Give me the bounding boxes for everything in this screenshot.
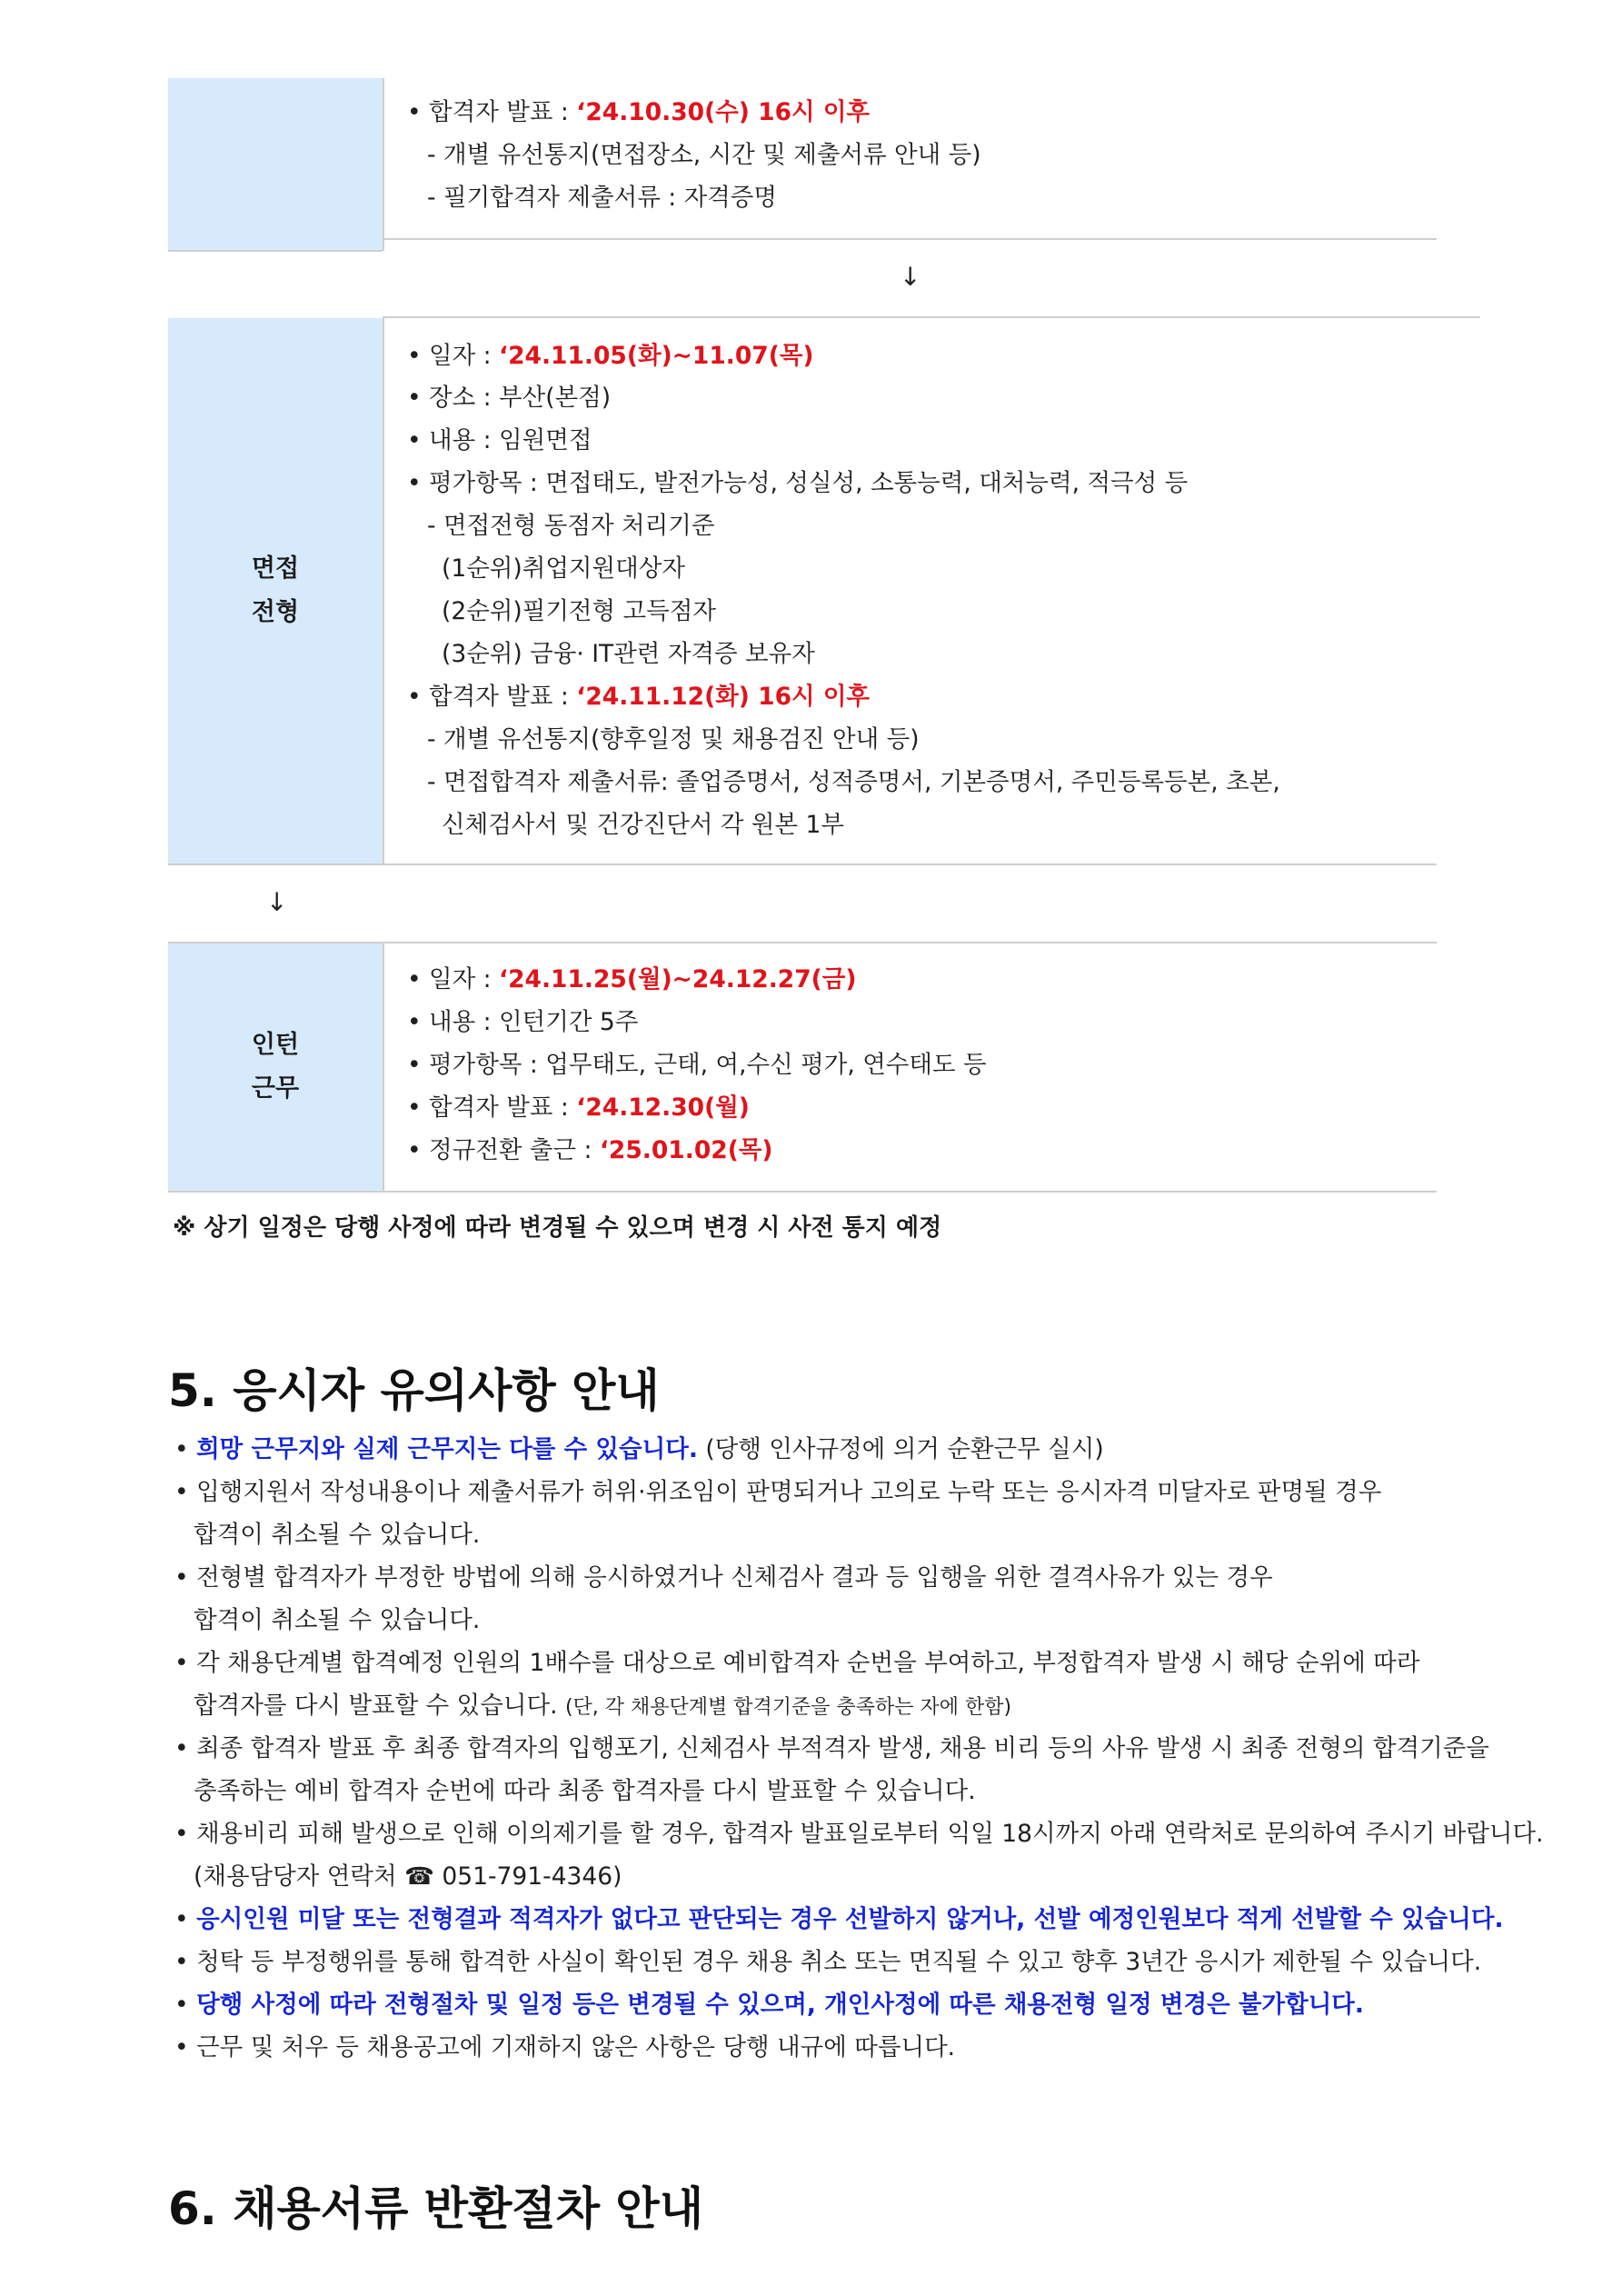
row-divider bbox=[383, 316, 1480, 318]
intern-criteria: • 평가항목 : 업무태도, 근태, 여,수신 평가, 연수태도 등 bbox=[407, 1051, 987, 1079]
interview-label-cell bbox=[168, 318, 383, 863]
row-divider bbox=[383, 238, 1437, 240]
written-result-documents: - 필기합격자 제출서류 : 자격증명 bbox=[427, 184, 777, 212]
schedule-change-note: ※ 상기 일정은 당행 사정에 따라 변경될 수 있으며 변경 시 사전 통지 예정 bbox=[173, 1214, 942, 1242]
notice-item-cont: 충족하는 예비 합격자 순번에 따라 최종 합격자를 다시 발표할 수 있습니다. bbox=[194, 1777, 976, 1805]
contact-phone: (채용담당자 연락처 ☎ 051-791-4346) bbox=[194, 1862, 622, 1891]
written-result-announce: • 합격자 발표 : ‘24.10.30(수) 16시 이후 bbox=[407, 98, 871, 126]
interview-tie-rank-3: (3순위) 금융· IT관련 자격증 보유자 bbox=[442, 640, 815, 668]
notice-item: • 청탁 등 부정행위를 통해 합격한 사실이 확인된 경우 채용 취소 또는 면직될 수 있고 향후 3년간 응시가 제한될 수 있습니다. bbox=[174, 1948, 1482, 1976]
interview-tie-rank-2: (2순위)필기전형 고득점자 bbox=[442, 597, 716, 625]
column-divider bbox=[383, 943, 384, 1191]
row-divider bbox=[168, 1191, 1437, 1193]
interview-tie-rank-1: (1순위)취업지원대상자 bbox=[442, 554, 685, 583]
notice-item-cont: 합격자를 다시 발표할 수 있습니다. (단, 각 채용단계별 합격기준을 충족하는 자에 한함) bbox=[194, 1692, 1012, 1720]
written-result-notice: - 개별 유선통지(면접장소, 시간 및 제출서류 안내 등) bbox=[427, 141, 981, 169]
interview-documents-cont: 신체검사서 및 건강진단서 각 원본 1부 bbox=[442, 811, 844, 839]
intern-content: • 내용 : 인턴기간 5주 bbox=[407, 1008, 639, 1036]
column-divider bbox=[383, 78, 384, 251]
written-label-cell bbox=[168, 78, 383, 251]
intern-permanent-start: • 정규전환 출근 : ‘25.01.02(목) bbox=[407, 1136, 773, 1164]
row-divider bbox=[168, 250, 383, 252]
notice-item: • 채용비리 피해 발생으로 인해 이의제기를 할 경우, 합격자 발표일로부터 익일 18시까지 아래 연락처로 문의하여 주시기 바랍니다. bbox=[174, 1820, 1544, 1848]
intern-label-line1: 인턴 bbox=[251, 1031, 300, 1059]
interview-tie-rule: - 면접전형 동점자 처리기준 bbox=[427, 512, 715, 540]
intern-label-cell bbox=[168, 943, 383, 1191]
notice-item-cont: 합격이 취소될 수 있습니다. bbox=[194, 1521, 481, 1549]
interview-date: • 일자 : ‘24.11.05(화)~11.07(목) bbox=[407, 342, 814, 370]
notice-item-cont: 합격이 취소될 수 있습니다. bbox=[194, 1606, 481, 1634]
flow-arrow-down-icon: ↓ bbox=[900, 262, 921, 292]
intern-result-announce: • 합격자 발표 : ‘24.12.30(월) bbox=[407, 1093, 750, 1122]
row-divider bbox=[168, 863, 1437, 865]
notice-item: • 최종 합격자 발표 후 최종 합격자의 입행포기, 신체검사 부적격자 발생, 채용 비리 등의 사유 발생 시 최종 전형의 합격기준을 bbox=[174, 1734, 1489, 1762]
notice-item: • 근무 및 처우 등 채용공고에 기재하지 않은 사항은 당행 내규에 따릅니다. bbox=[174, 2033, 956, 2061]
interview-criteria: • 평가항목 : 면접태도, 발전가능성, 성실성, 소통능력, 대처능력, 적극성 등 bbox=[407, 469, 1189, 497]
notice-item: • 희망 근무지와 실제 근무지는 다를 수 있습니다. (당행 인사규정에 의거 순환근무 실시) bbox=[174, 1435, 1104, 1463]
interview-content: • 내용 : 임원면접 bbox=[407, 426, 592, 454]
notice-item: • 각 채용단계별 합격예정 인원의 1배수를 대상으로 예비합격자 순번을 부여하고, 부정합격자 발생 시 해당 순위에 따라 bbox=[174, 1649, 1420, 1677]
interview-label-line2: 전형 bbox=[251, 598, 300, 626]
interview-result-notice: - 개별 유선통지(향후일정 및 채용검진 안내 등) bbox=[427, 725, 920, 754]
interview-label-line1: 면접 bbox=[251, 554, 300, 583]
notice-item: • 당행 사정에 따라 전형절차 및 일정 등은 변경될 수 있으며, 개인사정에 따른 채용전형 일정 변경은 불가합니다. bbox=[174, 1991, 1364, 2019]
notice-item: • 입행지원서 작성내용이나 제출서류가 허위·위조임이 판명되거나 고의로 누락 또는 응시자격 미달자로 판명될 경우 bbox=[174, 1478, 1382, 1506]
flow-arrow-down-icon: ↓ bbox=[266, 887, 288, 917]
intern-date: • 일자 : ‘24.11.25(월)~24.12.27(금) bbox=[407, 965, 857, 993]
interview-place: • 장소 : 부산(본점) bbox=[407, 384, 612, 412]
column-divider bbox=[383, 318, 384, 863]
intern-label-line2: 근무 bbox=[251, 1074, 300, 1103]
interview-result-announce: • 합격자 발표 : ‘24.11.12(화) 16시 이후 bbox=[407, 683, 871, 711]
section6-title: 6. 채용서류 반환절차 안내 bbox=[168, 2182, 704, 2235]
interview-documents: - 면접합격자 제출서류: 졸업증명서, 성적증명서, 기본증명서, 주민등록등본, 초본, bbox=[427, 768, 1280, 796]
section5-title: 5. 응시자 유의사항 안내 bbox=[168, 1364, 660, 1417]
notice-item: • 응시인원 미달 또는 전형결과 적격자가 없다고 판단되는 경우 선발하지 않거나, 선발 예정인원보다 적게 선발할 수 있습니다. bbox=[174, 1905, 1504, 1933]
notice-item: • 전형별 합격자가 부정한 방법에 의해 응시하였거나 신체검사 결과 등 입행을 위한 결격사유가 있는 경우 bbox=[174, 1563, 1273, 1592]
